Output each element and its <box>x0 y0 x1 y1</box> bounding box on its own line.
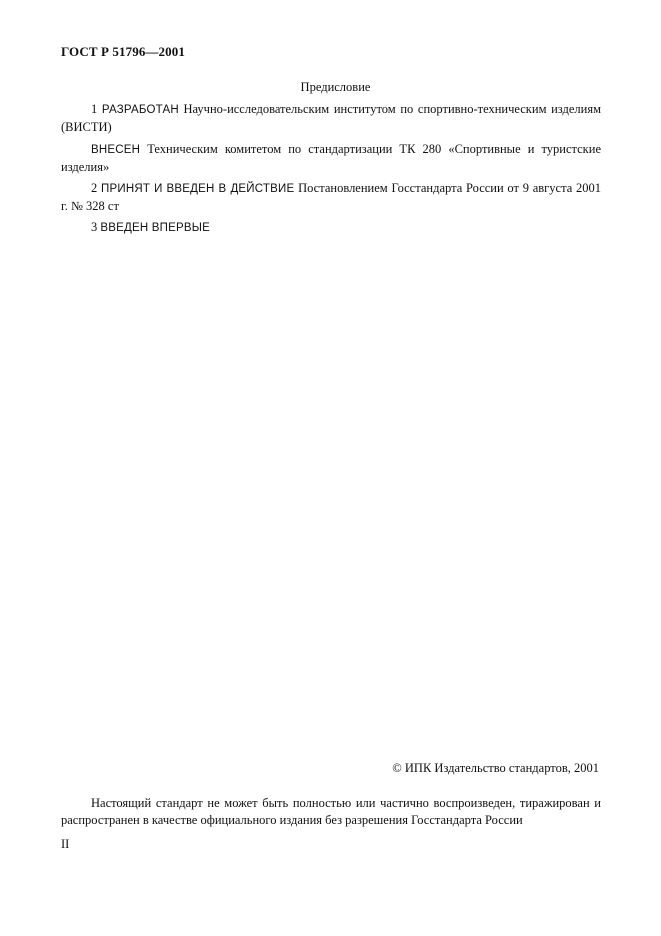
foreword-item-introduced <box>61 141 601 176</box>
item-lead: РАЗРАБОТАН <box>101 104 179 116</box>
item-text: Постановлением Госстандарта России от 9 августа 2001 г. № 328 ст <box>61 181 602 213</box>
item-number: 1 <box>91 102 98 116</box>
item-text: Научно-исследовательским институтом по спортивно-техническим изделиям (ВИСТИ) <box>61 102 602 134</box>
foreword-item-developed <box>61 101 601 136</box>
page-number: II <box>61 837 70 851</box>
standard-code-header: ГОСТ Р 51796—2001 <box>61 44 185 59</box>
item-lead: ВНЕСЕН <box>91 144 141 156</box>
copyright-line: © ИПК Издательство стандартов, 2001 <box>392 761 599 775</box>
section-title: Предисловие <box>300 80 371 94</box>
item-lead: ВВЕДЕН ВПЕРВЫЕ <box>100 222 210 234</box>
foreword-item-adopted <box>61 180 601 215</box>
item-lead: ПРИНЯТ И ВВЕДЕН В ДЕЙСТВИЕ <box>101 183 295 195</box>
item-number: 2 <box>91 181 98 195</box>
item-text: Техническим комитетом по стандартизации ТК 280 «Спортивные и туристские изделия» <box>61 142 601 174</box>
reproduction-notice: Настоящий стандарт не может быть полностью или частично воспроизведен, тиражирован и распространен в качестве официального издания без разрешения Госстандарта России <box>61 796 601 827</box>
item-number: 3 <box>91 220 98 234</box>
foreword-item-first-introduced <box>61 219 601 237</box>
